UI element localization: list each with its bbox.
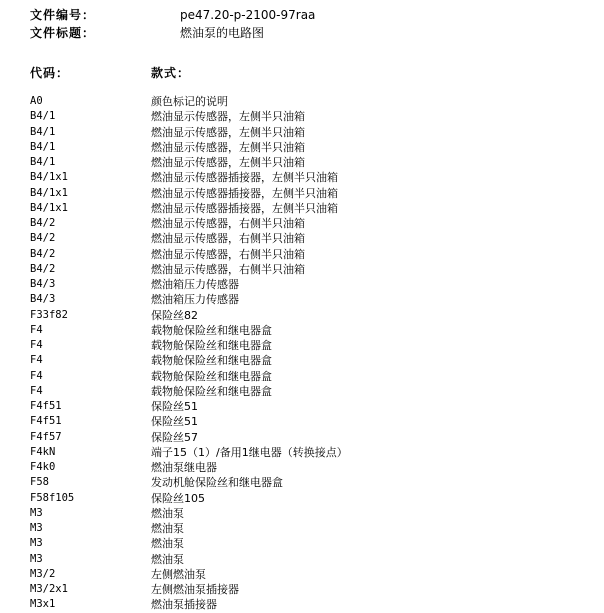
component-code: F33f82 [30, 308, 68, 321]
list-item [30, 491, 590, 506]
component-description: 燃油泵 [151, 552, 184, 566]
file-number-value: pe47.20-p-2100-97raa [180, 8, 316, 22]
list-item [30, 292, 590, 307]
component-description: 燃油显示传感器，右侧半只油箱 [151, 247, 305, 261]
list-item [30, 231, 590, 246]
list-item [30, 597, 590, 612]
list-item [30, 414, 590, 429]
list-item [30, 582, 590, 597]
component-code: F4f51 [30, 415, 62, 428]
component-code: B4/1 [30, 125, 56, 138]
list-item [30, 216, 590, 231]
list-item [30, 170, 590, 185]
component-description: 燃油显示传感器，左侧半只油箱 [151, 140, 305, 154]
component-code: B4/1 [30, 140, 56, 153]
component-description: 燃油显示传感器，右侧半只油箱 [151, 217, 305, 230]
component-description: 保险丝82 [151, 308, 198, 322]
component-code: M3 [30, 522, 43, 534]
component-description: 载物舱保险丝和继电器盒 [151, 354, 272, 368]
component-code: F58 [30, 476, 49, 489]
list-item [30, 186, 590, 201]
component-code: F4 [30, 339, 43, 351]
component-code: M3x1 [30, 598, 56, 611]
component-description: 燃油泵 [151, 506, 184, 520]
component-code: F4 [30, 354, 43, 367]
component-description: 发动机舱保险丝和继电器盒 [151, 476, 283, 490]
list-item [30, 430, 590, 445]
component-description: 燃油泵 [151, 522, 184, 535]
list-item [30, 567, 590, 582]
component-code: F4kN [30, 445, 56, 458]
component-description: 燃油显示传感器，左侧半只油箱 [151, 156, 305, 169]
component-code: B4/1 [30, 156, 56, 168]
component-description: 载物舱保险丝和继电器盒 [151, 384, 272, 398]
component-code: M3 [30, 537, 43, 550]
component-description: 燃油箱压力传感器 [151, 293, 239, 307]
component-code: F4 [30, 323, 43, 336]
component-code: B4/3 [30, 293, 56, 306]
component-code: F58f105 [30, 491, 75, 504]
component-description: 燃油显示传感器，左侧半只油箱 [151, 110, 305, 124]
style-column-header: 款式： [151, 66, 191, 80]
component-code: M3/2x1 [30, 583, 68, 595]
component-description: 燃油显示传感器插接器，左侧半只油箱 [151, 186, 338, 200]
component-description: 保险丝57 [151, 430, 198, 444]
component-description: 燃油泵 [151, 537, 184, 551]
list-item [30, 506, 590, 521]
list-item [30, 552, 590, 567]
component-code: F4 [30, 369, 43, 382]
component-code: B4/1x1 [30, 171, 68, 184]
component-description: 燃油泵继电器 [151, 461, 217, 474]
list-item [30, 323, 590, 338]
list-item [30, 369, 590, 384]
file-title-value: 燃油泵的电路图 [180, 26, 265, 40]
list-item [30, 521, 590, 536]
list-item [30, 308, 590, 323]
list-item [30, 384, 590, 399]
component-description: 左侧燃油泵 [151, 567, 206, 581]
component-description: 端子15（1）/备用1继电器（转换接点） [151, 445, 348, 459]
list-item [30, 353, 590, 368]
list-item [30, 140, 590, 155]
list-item [30, 475, 590, 490]
component-code: B4/1x1 [30, 201, 68, 214]
component-description: 燃油显示传感器，左侧半只油箱 [151, 125, 305, 139]
component-code: B4/1 [30, 110, 56, 123]
component-description: 燃油显示传感器插接器，左侧半只油箱 [151, 171, 338, 185]
list-item [30, 338, 590, 353]
component-code: B4/2 [30, 217, 56, 229]
list-item [30, 445, 590, 460]
component-code: F4k0 [30, 461, 56, 473]
code-style-list [30, 94, 590, 613]
component-code: B4/2 [30, 232, 56, 245]
component-code: F4f57 [30, 430, 62, 443]
list-item [30, 201, 590, 216]
component-description: 载物舱保险丝和继电器盒 [151, 369, 272, 383]
component-description: 载物舱保险丝和继电器盒 [151, 339, 272, 352]
file-title-label: 文件标题： [30, 26, 96, 40]
component-code: B4/1x1 [30, 186, 68, 199]
list-item [30, 94, 590, 109]
list-item [30, 262, 590, 277]
component-code: F4 [30, 384, 43, 397]
component-description: 左侧燃油泵插接器 [151, 583, 239, 596]
list-item [30, 277, 590, 292]
list-item [30, 109, 590, 124]
component-description: 颜色标记的说明 [151, 95, 228, 108]
component-description: 燃油泵插接器 [151, 598, 217, 612]
component-code: M3 [30, 506, 43, 519]
list-item [30, 460, 590, 475]
component-code: F4f51 [30, 400, 62, 412]
code-column-header: 代码： [30, 66, 70, 80]
list-item [30, 125, 590, 140]
list-item [30, 399, 590, 414]
component-description: 燃油箱压力传感器 [151, 278, 239, 291]
file-number-label: 文件编号： [30, 8, 96, 22]
component-description: 燃油显示传感器，右侧半只油箱 [151, 232, 305, 246]
component-code: M3/2 [30, 567, 56, 580]
component-code: B4/3 [30, 278, 56, 290]
component-description: 保险丝51 [151, 415, 198, 429]
component-code: A0 [30, 95, 43, 107]
component-code: M3 [30, 552, 43, 565]
list-item [30, 155, 590, 170]
component-description: 载物舱保险丝和继电器盒 [151, 323, 272, 337]
component-description: 燃油显示传感器，右侧半只油箱 [151, 262, 305, 276]
component-description: 燃油显示传感器插接器，左侧半只油箱 [151, 201, 338, 215]
component-code: B4/2 [30, 247, 56, 260]
list-item [30, 536, 590, 551]
component-code: B4/2 [30, 262, 56, 275]
list-item [30, 247, 590, 262]
component-description: 保险丝51 [151, 400, 198, 413]
component-description: 保险丝105 [151, 491, 205, 505]
